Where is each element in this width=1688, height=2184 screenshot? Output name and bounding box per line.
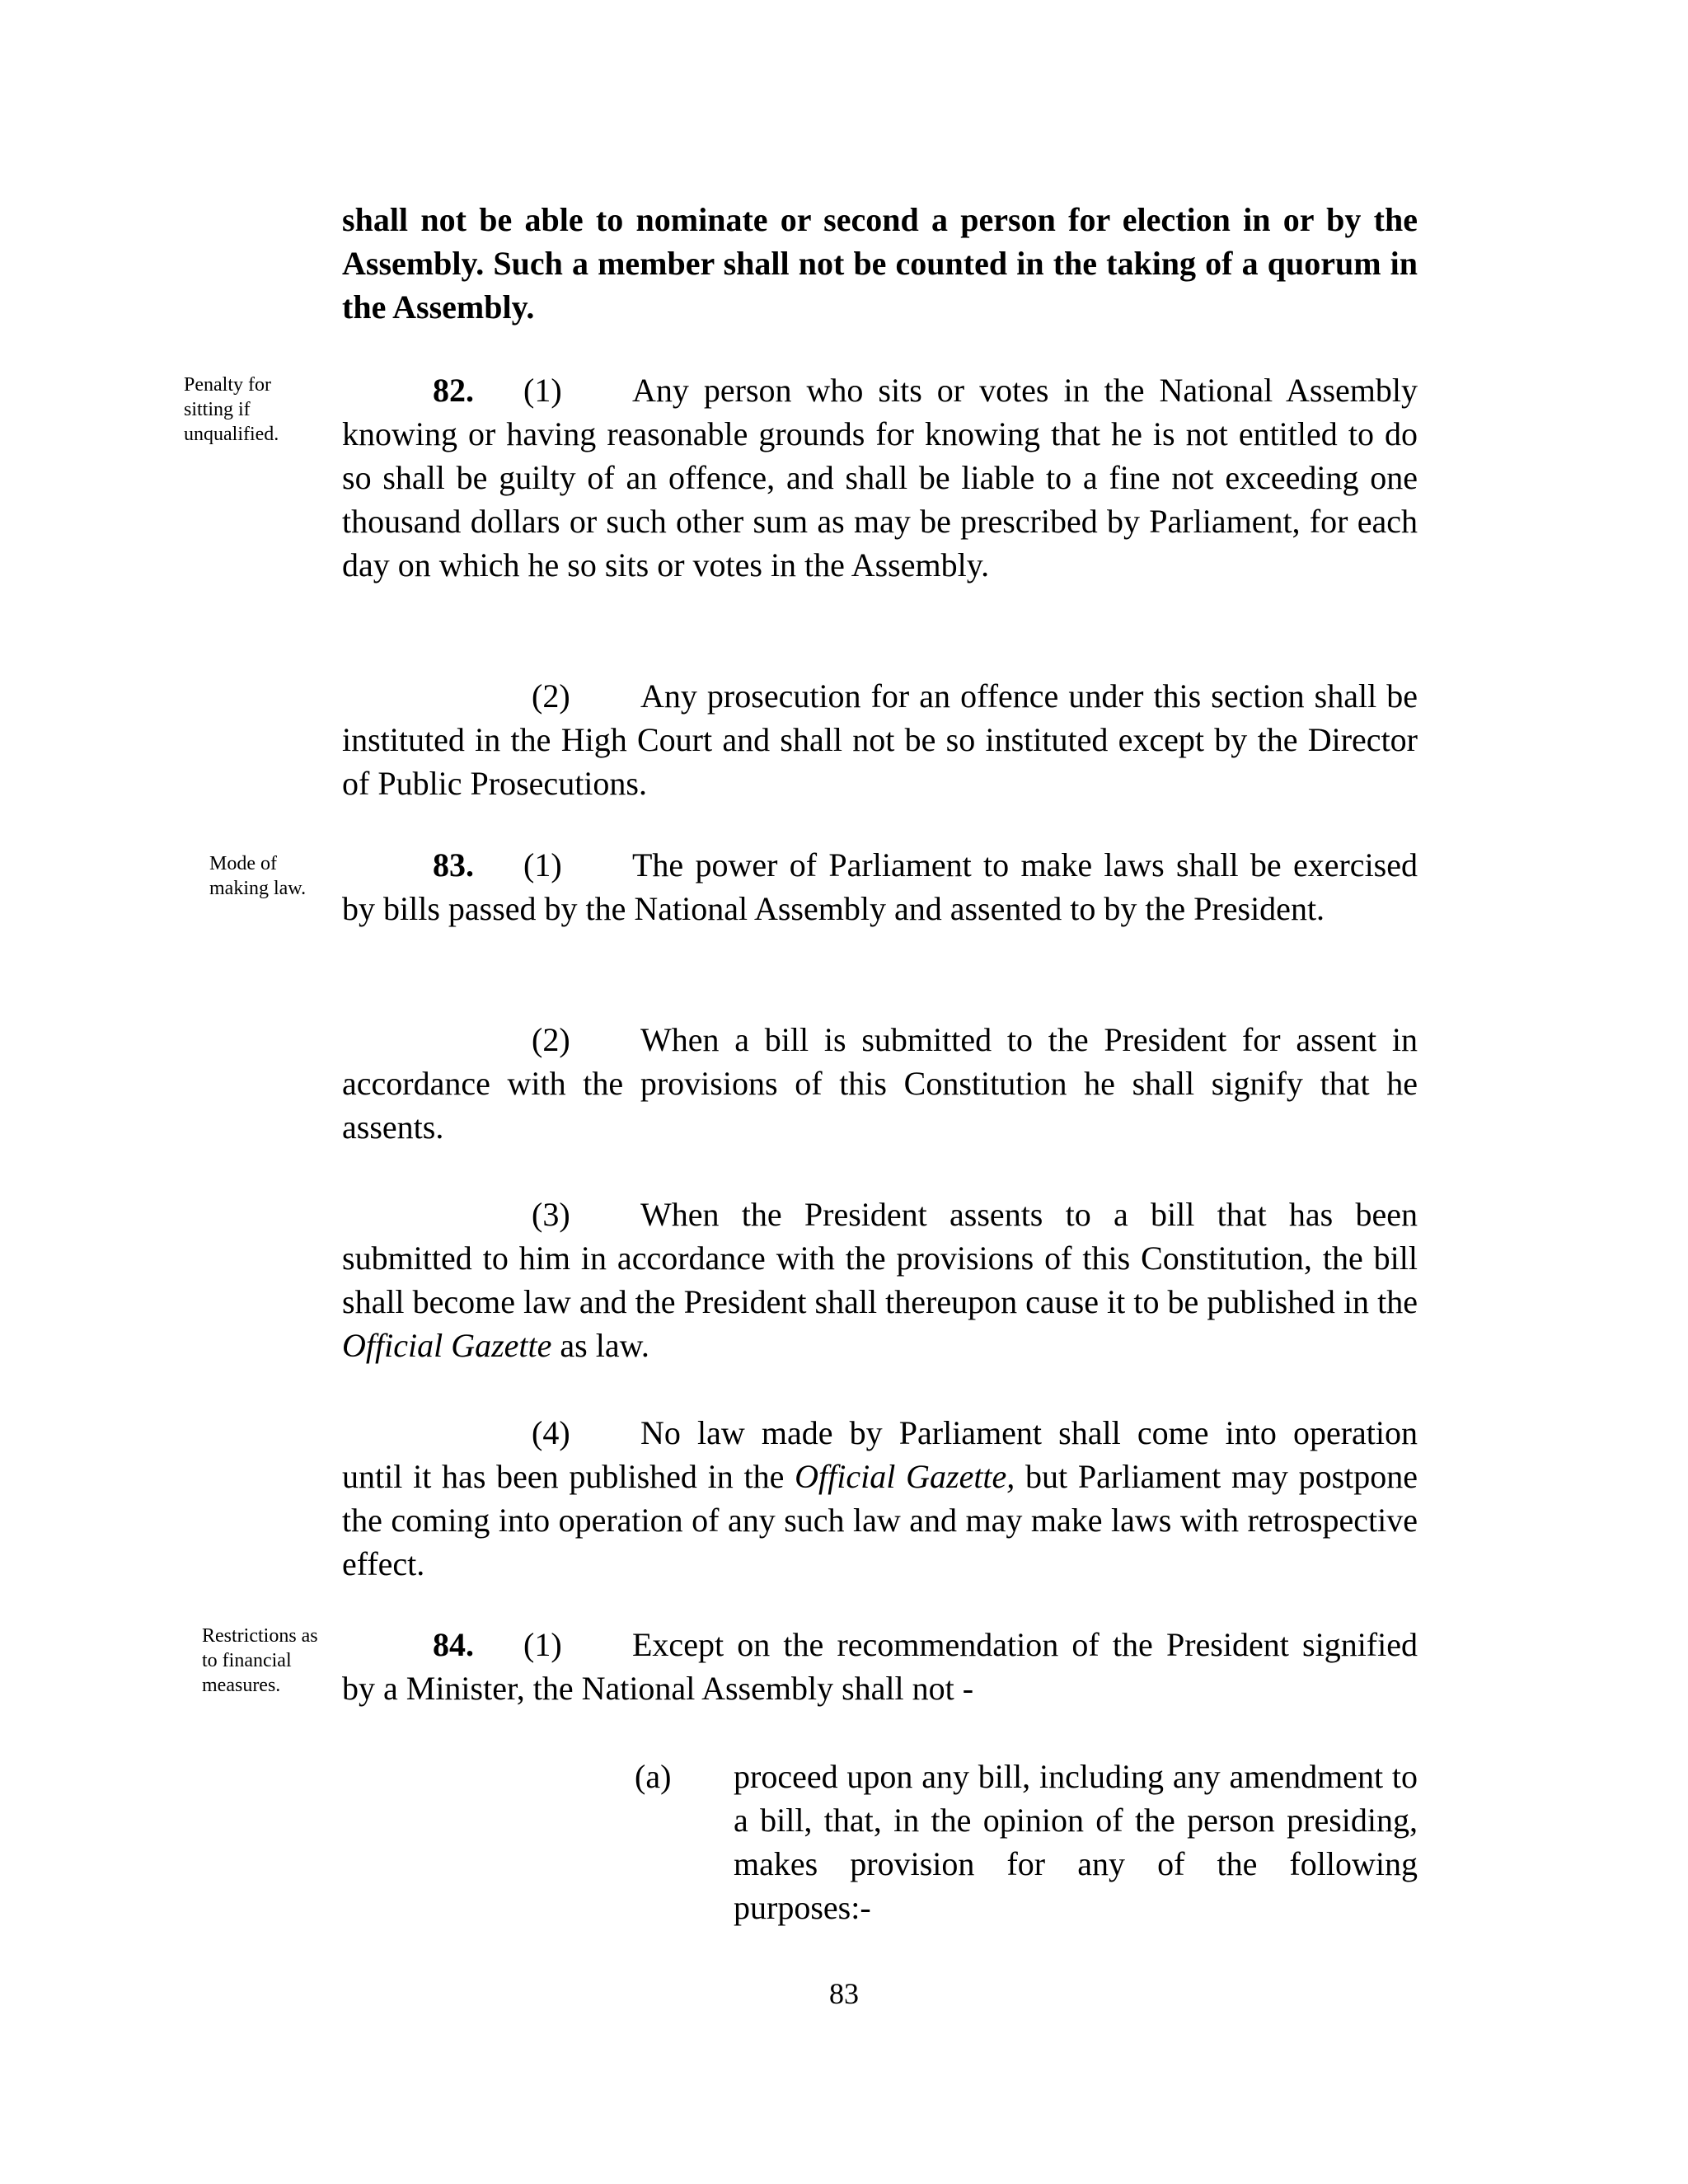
section-number: 83.	[433, 846, 474, 883]
margin-note-section-84: Restrictions as to financial measures.	[202, 1625, 318, 1696]
subsection-label	[342, 1018, 640, 1062]
subsection-label	[342, 1411, 640, 1455]
page-number: 83	[829, 1977, 859, 2010]
subsection-text-before: No law made by Parliament shall come into operation until it has been published in the	[342, 1414, 1418, 1495]
section-82-subsection-2	[342, 674, 1418, 805]
section-number: 82.	[433, 372, 474, 409]
subsection-label	[342, 674, 640, 718]
subsection-text: Any person who sits or votes in the National Assembly knowing or having reasonable grounds for knowing that he is not entitled to do so shall be guilty of an offence, and shall be liable to a fine not exceeding one thousand dollars or such other sum as may be prescribed by Parliament, for each day on which he so sits or votes in the Assembly.	[342, 372, 1418, 583]
gazette-title: Official Gazette,	[795, 1458, 1015, 1495]
subsection-label: (1)	[523, 1626, 562, 1663]
section-number: 84.	[433, 1626, 474, 1663]
gazette-title: Official Gazette	[342, 1327, 552, 1364]
section-83-subsection-4	[342, 1411, 1418, 1586]
paragraph-text-a: proceed upon any bill, including any amendment to a bill, that, in the opinion of the person presiding, makes provision for any of the following purposes:-	[734, 1758, 1418, 1926]
subsection-label	[342, 1193, 640, 1236]
section-83-subsection-2	[342, 1018, 1418, 1149]
margin-note-section-82: Penalty for sitting if unqualified.	[184, 374, 279, 445]
subsection-text-after: but Parliament may postpone the coming into operation of any such law and may make laws with retrospective effect.	[342, 1458, 1418, 1582]
section-83-subsection-1	[342, 843, 1418, 930]
subsection-label-text: (3)	[532, 1196, 570, 1233]
subsection-label-text: (2)	[532, 1021, 570, 1058]
section-84-subsection-1	[342, 1623, 1418, 1710]
subsection-label-text: (2)	[532, 677, 570, 715]
subsection-text-before: When the President assents to a bill that has been submitted to him in accordance with the provisions of this Constitution, the bill shall become law and the President shall thereupon cause it to be published in the	[342, 1196, 1418, 1320]
subsection-label-text: (4)	[532, 1414, 570, 1451]
subsection-text: Except on the recommendation of the President signified by a Minister, the National Assembly shall not -	[342, 1626, 1418, 1707]
section-82-subsection-1	[342, 368, 1418, 587]
subsection-text: When a bill is submitted to the President for assent in accordance with the provisions of this Constitution he shall signify that he assents.	[342, 1021, 1418, 1146]
subsection-label: (1)	[523, 846, 562, 883]
section-83-subsection-3	[342, 1193, 1418, 1367]
lead-paragraph: shall not be able to nominate or second a person for election in or by the Assembly. Such a member shall not be counted in the taking of a quorum in the Assembly.	[342, 201, 1418, 326]
margin-note-section-83: Mode of making law.	[209, 853, 307, 899]
subsection-text: Any prosecution for an offence under this section shall be instituted in the High Court and shall not be so instituted except by the Director of Public Prosecutions.	[342, 677, 1418, 802]
subsection-label: (1)	[523, 372, 562, 409]
subsection-text: The power of Parliament to make laws shall be exercised by bills passed by the National Assembly and assented to by the President.	[342, 846, 1418, 927]
paragraph-label-a: (a)	[635, 1758, 672, 1795]
subsection-text-after: as law.	[551, 1327, 649, 1364]
